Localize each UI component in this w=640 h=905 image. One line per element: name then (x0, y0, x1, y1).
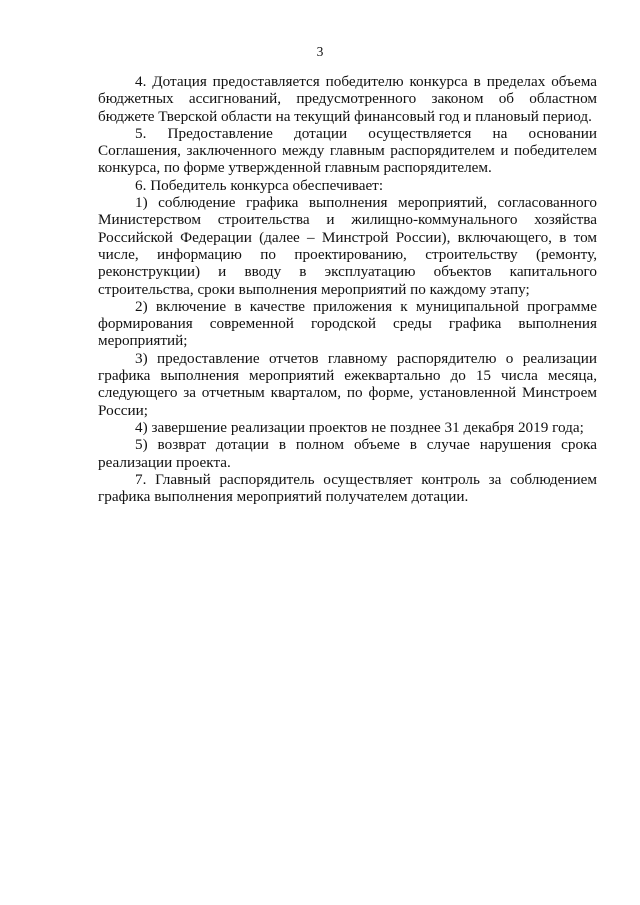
paragraph-item-7: 7. Главный распорядитель осуществляет контроль за соблюдением графика выполнения мероприятий получателем дотации. (98, 470, 597, 506)
subparagraph-2: 2) включение в качестве приложения к муниципальной программе формирования современной городской среды графика выполнения мероприятий; (98, 297, 597, 350)
subparagraph-3: 3) предоставление отчетов главному распорядителю о реализации графика выполнения мероприятий ежеквартально до 15 числа месяца, следующего за отчетным кварталом, по форме, установленной Минстроем России; (98, 349, 597, 419)
page-number: 3 (316, 44, 324, 59)
paragraph-item-5: 5. Предоставление дотации осуществляется на основании Соглашения, заключенного между главным распорядителем и победителем конкурса, по форме утвержденной главным распорядителем. (98, 124, 597, 177)
subparagraph-1: 1) соблюдение графика выполнения мероприятий, согласованного Министерством строительства и жилищно-коммунального хозяйства Российской Федерации (далее – Минстрой России), включающего, в том числе, информацию по проектированию, строительству (ремонту, реконструкции) и вводу в эксплуатацию объектов капитального строительства, сроки выполнения мероприятий по каждому этапу; (98, 194, 597, 298)
paragraph-item-6: 6. Победитель конкурса обеспечивает: (135, 176, 384, 194)
paragraph-item-4: 4. Дотация предоставляется победителю конкурса в пределах объема бюджетных ассигнований, предусмотренного законом об областном бюджете Тверской области на текущий финансовый год и плановый период. (98, 73, 597, 125)
subparagraph-4: 4) завершение реализации проектов не позднее 31 декабря 2019 года; (135, 418, 584, 436)
document-body (98, 73, 597, 505)
subparagraph-5: 5) возврат дотации в полном объеме в случае нарушения срока реализации проекта. (98, 436, 597, 471)
